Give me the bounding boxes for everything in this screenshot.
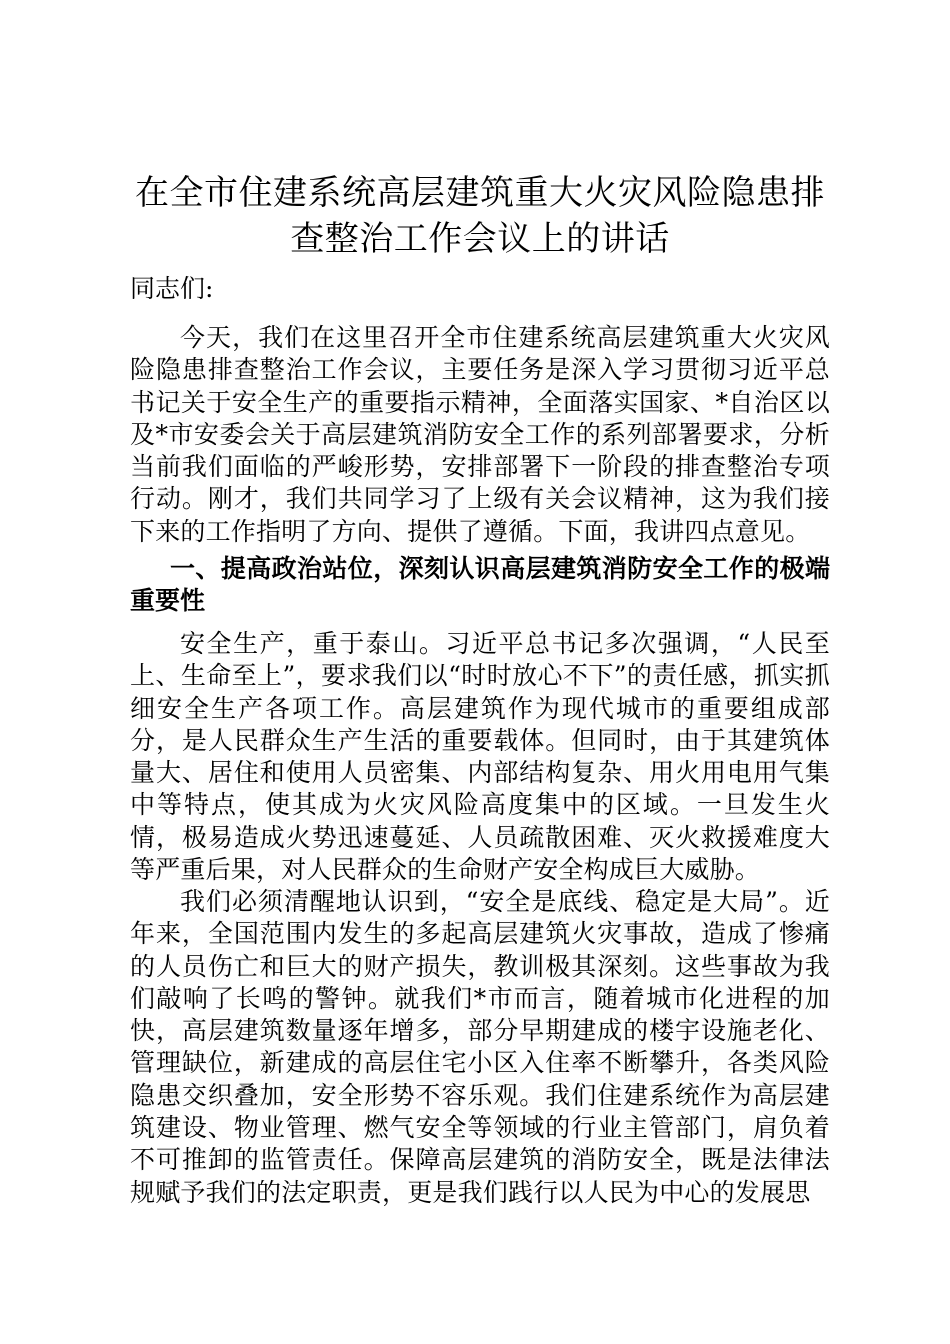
paragraph-intro: 今天，我们在这里召开全市住建系统高层建筑重大火灾风险隐患排查整治工作会议，主要任务是深入学习贯彻习近平总书记关于安全生产的重要指示精神，全面落实国家、*自治区以及*市安委会关于高层建筑消防安全工作的系列部署要求，分析当前我们面临的严峻形势，安排部署下一阶段的排查整治专项行动。刚才，我们共同学习了上级有关会议精神，这为我们接下来的工作指明了方向、提供了遵循。下面，我讲四点意见。 bbox=[130, 323, 830, 546]
section-heading-1: 一、提高政治站位，深刻认识高层建筑消防安全工作的极端重要性 bbox=[130, 554, 830, 615]
document-title-line-2: 查整治工作会议上的讲话 bbox=[290, 219, 670, 259]
greeting: 同志们: bbox=[130, 274, 214, 303]
document-title-line-1: 在全市住建系统高层建筑重大火灾风险隐患排 bbox=[135, 173, 825, 213]
paragraph-safety-production: 安全生产，重于泰山。习近平总书记多次强调，“人民至上、生命至上”，要求我们以“时时放心不下”的责任感，抓实抓细安全生产各项工作。高层建筑作为现代城市的重要组成部分，是人民群众生产生活的重要载体。但同时，由于其建筑体量大、居住和使用人员密集、内部结构复杂、用火用电用气集中等特点，使其成为火灾风险高度集中的区域。一旦发生火情，极易造成火势迅速蔓延、人员疏散困难、灭火救援难度大等严重后果，对人民群众的生命财产安全构成巨大威胁。 bbox=[130, 629, 830, 885]
paragraph-safety-situation: 我们必须清醒地认识到，“安全是底线、稳定是大局”。近年来，全国范围内发生的多起高层建筑火灾事故，造成了惨痛的人员伤亡和巨大的财产损失，教训极其深刻。这些事故为我们敲响了长鸣的警钟。就我们*市而言，随着城市化进程的加快，高层建筑数量逐年增多，部分早期建成的楼宇设施老化、管理缺位，新建成的高层住宅小区入住率不断攀升，各类风险隐患交织叠加，安全形势不容乐观。我们住建系统作为高层建筑建设、物业管理、燃气安全等领域的行业主管部门，肩负着不可推卸的监管责任。保障高层建筑的消防安全，既是法律法规赋予我们的法定职责，更是我们践行以人民为中心的发展思 bbox=[130, 887, 830, 1207]
